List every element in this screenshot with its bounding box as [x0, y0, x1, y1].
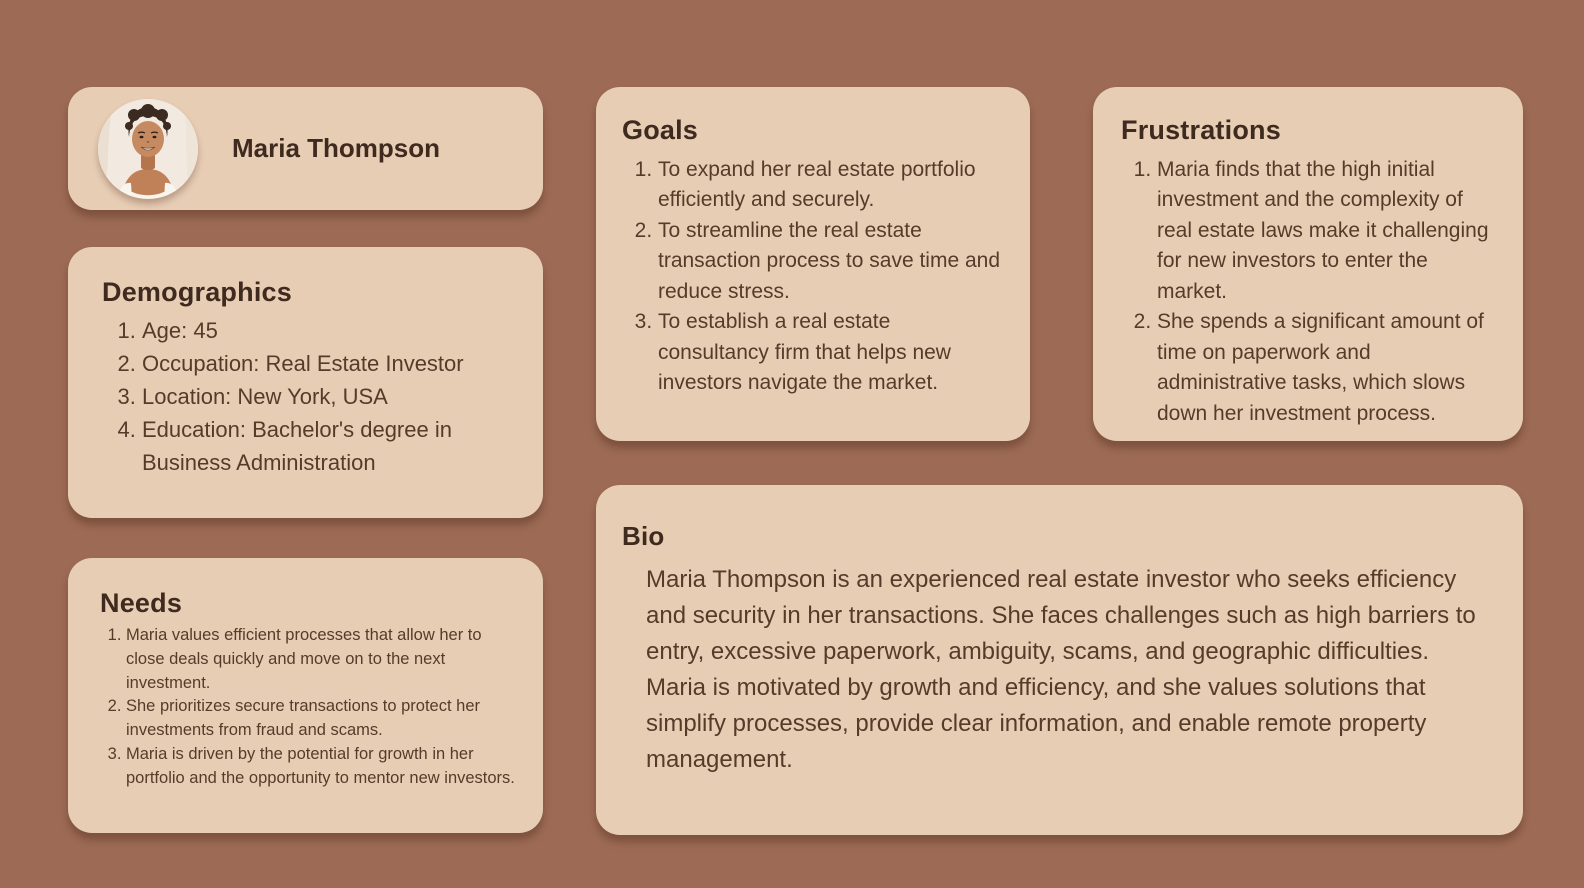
demographics-item: 1. Age: 45 [142, 314, 517, 347]
woman-portrait-illustration [98, 99, 198, 199]
frustrations-title: Frustrations [1121, 115, 1281, 145]
demographics-card [68, 247, 543, 518]
needs-title: Needs [100, 588, 183, 618]
goals-item: 2. To streamline the real estate transaction process to save time and reduce stress. [658, 216, 1006, 307]
demographics-item: 2. Occupation: Real Estate Investor [142, 347, 517, 380]
needs-card [68, 558, 543, 833]
goals-item: 1. To expand her real estate portfolio efficiently and securely. [658, 155, 1006, 216]
goals-title: Goals [622, 115, 699, 145]
needs-item: 2. She prioritizes secure transactions to protect her investments from fraud and scams. [126, 695, 517, 743]
frustrations-list [1121, 155, 1501, 429]
demographics-item: 3. Location: New York, USA [142, 380, 517, 413]
goals-card [596, 87, 1030, 441]
frustrations-item: 1. Maria finds that the high initial investment and the complexity of real estate laws make it challenging for new investors to enter the market. [1157, 155, 1501, 307]
demographics-list [102, 314, 517, 479]
demographics-title: Demographics [102, 277, 292, 307]
demographics-item: 4. Education: Bachelor's degree in Business Administration [142, 413, 517, 479]
bio-text: Maria Thompson is an experienced real estate investor who seeks efficiency and security in her transactions. She faces challenges such as high barriers to entry, excessive paperwork, ambiguity, scams, and geographic difficulties. Maria is motivated by growth and efficiency, and she values solutions that simplify processes, provide clear information, and enable remote property management. [646, 566, 1476, 773]
bio-card [596, 485, 1523, 835]
bio-title: Bio [622, 521, 665, 551]
goals-list [622, 155, 1006, 399]
persona-name: Maria Thompson [232, 133, 441, 163]
needs-item: 3. Maria is driven by the potential for growth in her portfolio and the opportunity to mentor new investors. [126, 743, 517, 791]
needs-list [100, 624, 517, 790]
frustrations-item: 2. She spends a significant amount of time on paperwork and administrative tasks, which slows down her investment process. [1157, 307, 1501, 429]
frustrations-card [1093, 87, 1523, 441]
goals-item: 3. To establish a real estate consultancy firm that helps new investors navigate the market. [658, 307, 1006, 398]
profile-header-card [68, 87, 543, 210]
needs-item: 1. Maria values efficient processes that allow her to close deals quickly and move on to the next investment. [126, 624, 517, 695]
avatar [98, 99, 198, 199]
